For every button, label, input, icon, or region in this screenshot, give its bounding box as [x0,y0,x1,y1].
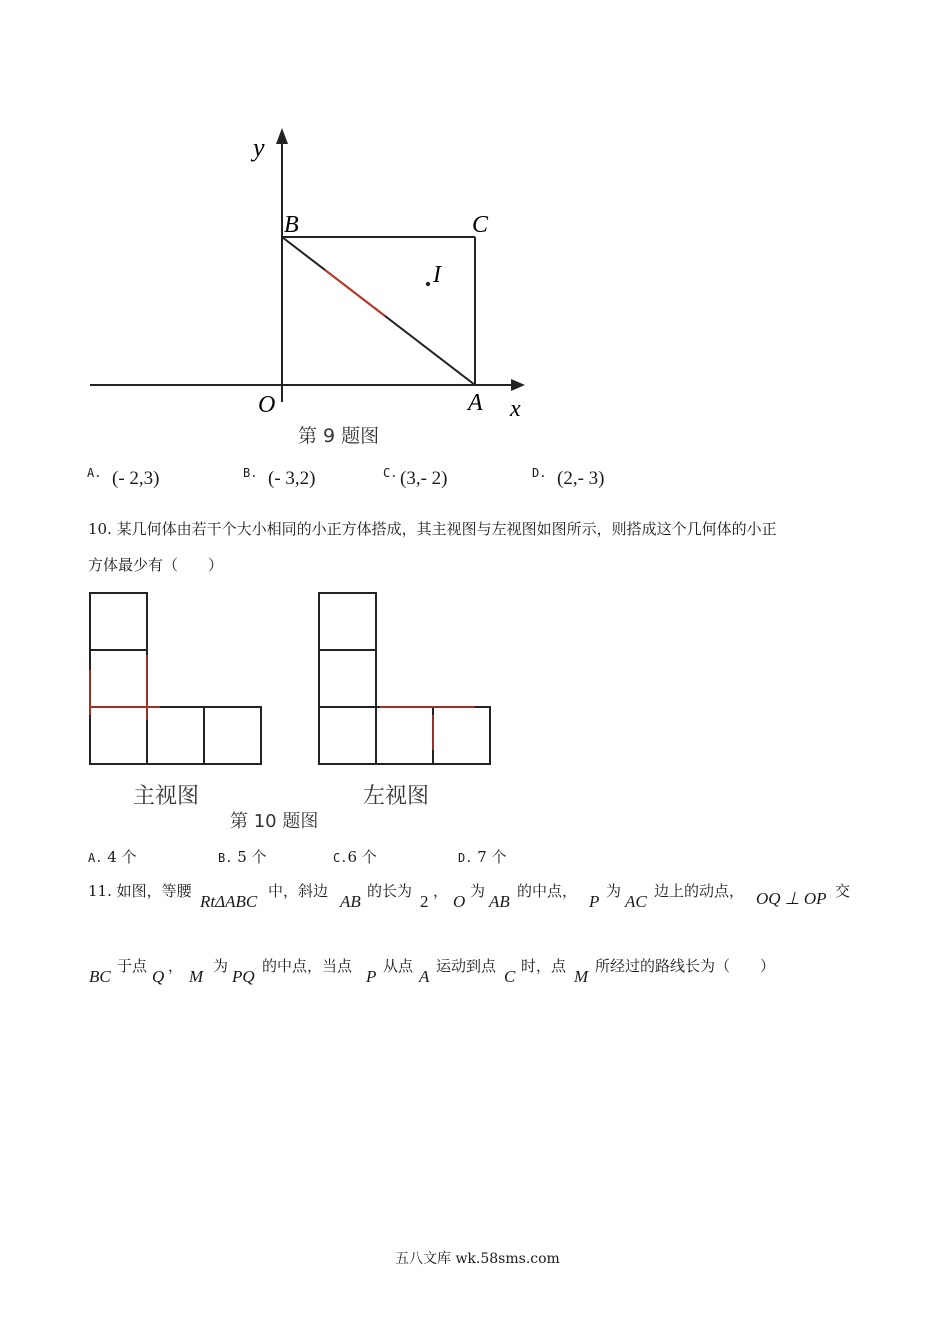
point-i-dot [426,282,430,286]
x-label: x [510,396,521,422]
x-axis-arrow [511,379,525,391]
q11-t2: 中，斜边 [268,882,329,900]
q10-line-1: 10. 某几何体由若干个大小相同的小正方体搭成，其主视图与左视图如图所示，则搭成这个几何体的小正 [88,520,777,538]
figure-9-caption: 第 9 题图 [298,425,380,447]
segment-ba-marked [325,270,385,316]
q11-t4: ， [433,882,449,900]
q10-option-d [458,846,507,867]
q11-t16: 时，点 [521,957,567,975]
q11-m16: M [574,967,589,986]
q11-m6: P [589,892,600,911]
q11-m4: O [453,892,466,911]
q10-option-c-label: C. [333,851,348,865]
q11-t6: 的中点， [517,882,578,900]
q9-option-c-label: C. [383,466,398,480]
q11-t8: 边上的动点， [654,882,745,900]
q10-option-c [333,846,377,867]
q11-m14: A [419,967,430,986]
q11-t5: 为 [470,882,486,900]
q9-option-c-value: (3,- 2) [400,468,448,489]
figure-9 [85,120,545,450]
q11-m10: Q [152,967,165,986]
q10-option-b [218,846,267,867]
q9-option-d-label: D. [532,466,547,480]
figure-10-caption: 第 10 题图 [230,811,319,832]
q11-m5: AB [489,892,510,911]
q9-option-b-label: B. [243,466,258,480]
y-axis-arrow [276,128,288,144]
origin-label: O [258,392,276,418]
q11-m7: AC [625,892,647,911]
q11-t12: 为 [213,957,229,975]
q11-t11: ， [168,957,184,975]
point-b-label: B [284,212,299,238]
q11-t9: 交 [835,882,851,900]
front-view-caption: 主视图 [133,784,200,809]
q11-m13: P [366,967,377,986]
q10-option-b-value: 5 个 [237,848,267,866]
q10-option-c-value: 6 个 [347,848,377,866]
page-footer: 五八文库 wk.58sms.com [395,1251,560,1267]
q11-t3: 的长为 [367,882,413,900]
left-view [319,593,490,764]
q9-option-d-value: (2,- 3) [557,468,605,489]
q11-m1: RtΔABC [200,892,258,911]
q11-t15: 运动到点 [436,957,497,975]
q11-t7: 为 [606,882,622,900]
q9-option-b-value: (- 3,2) [268,468,316,489]
point-c-label: C [472,212,489,238]
q10-option-a [88,846,137,867]
point-a-label: A [468,390,483,416]
q11-m3: 2 [420,892,429,911]
q9-option-a-label: A. [87,466,102,480]
q11-t10: 于点 [117,957,148,975]
q10-line-2: 方体最少有（ ） [88,556,224,574]
q10-option-d-label: D. [458,851,473,865]
left-view-caption: 左视图 [363,784,430,809]
point-i-label: I [433,262,441,288]
q9-option-a-value: (- 2,3) [112,468,160,489]
q11-t13: 的中点，当点 [262,957,353,975]
q10-option-a-label: A. [88,851,103,865]
y-label: y [253,133,265,162]
q11-m2: AB [340,892,361,911]
q11-t14: 从点 [383,957,414,975]
q11-m12: PQ [232,967,255,986]
q11-t1: 11. 如图，等腰 [88,882,192,900]
q10-option-a-value: 4 个 [107,848,137,866]
q10-option-d-value: 7 个 [477,848,507,866]
q11-m8: OQ ⊥ OP [756,889,827,908]
q11-m15: C [504,967,516,986]
q11-t17: 所经过的路线长为（ ） [595,957,776,975]
q10-option-b-label: B. [218,851,233,865]
q11-m9: BC [89,967,111,986]
q11-m11: M [189,967,204,986]
front-view [90,593,261,764]
